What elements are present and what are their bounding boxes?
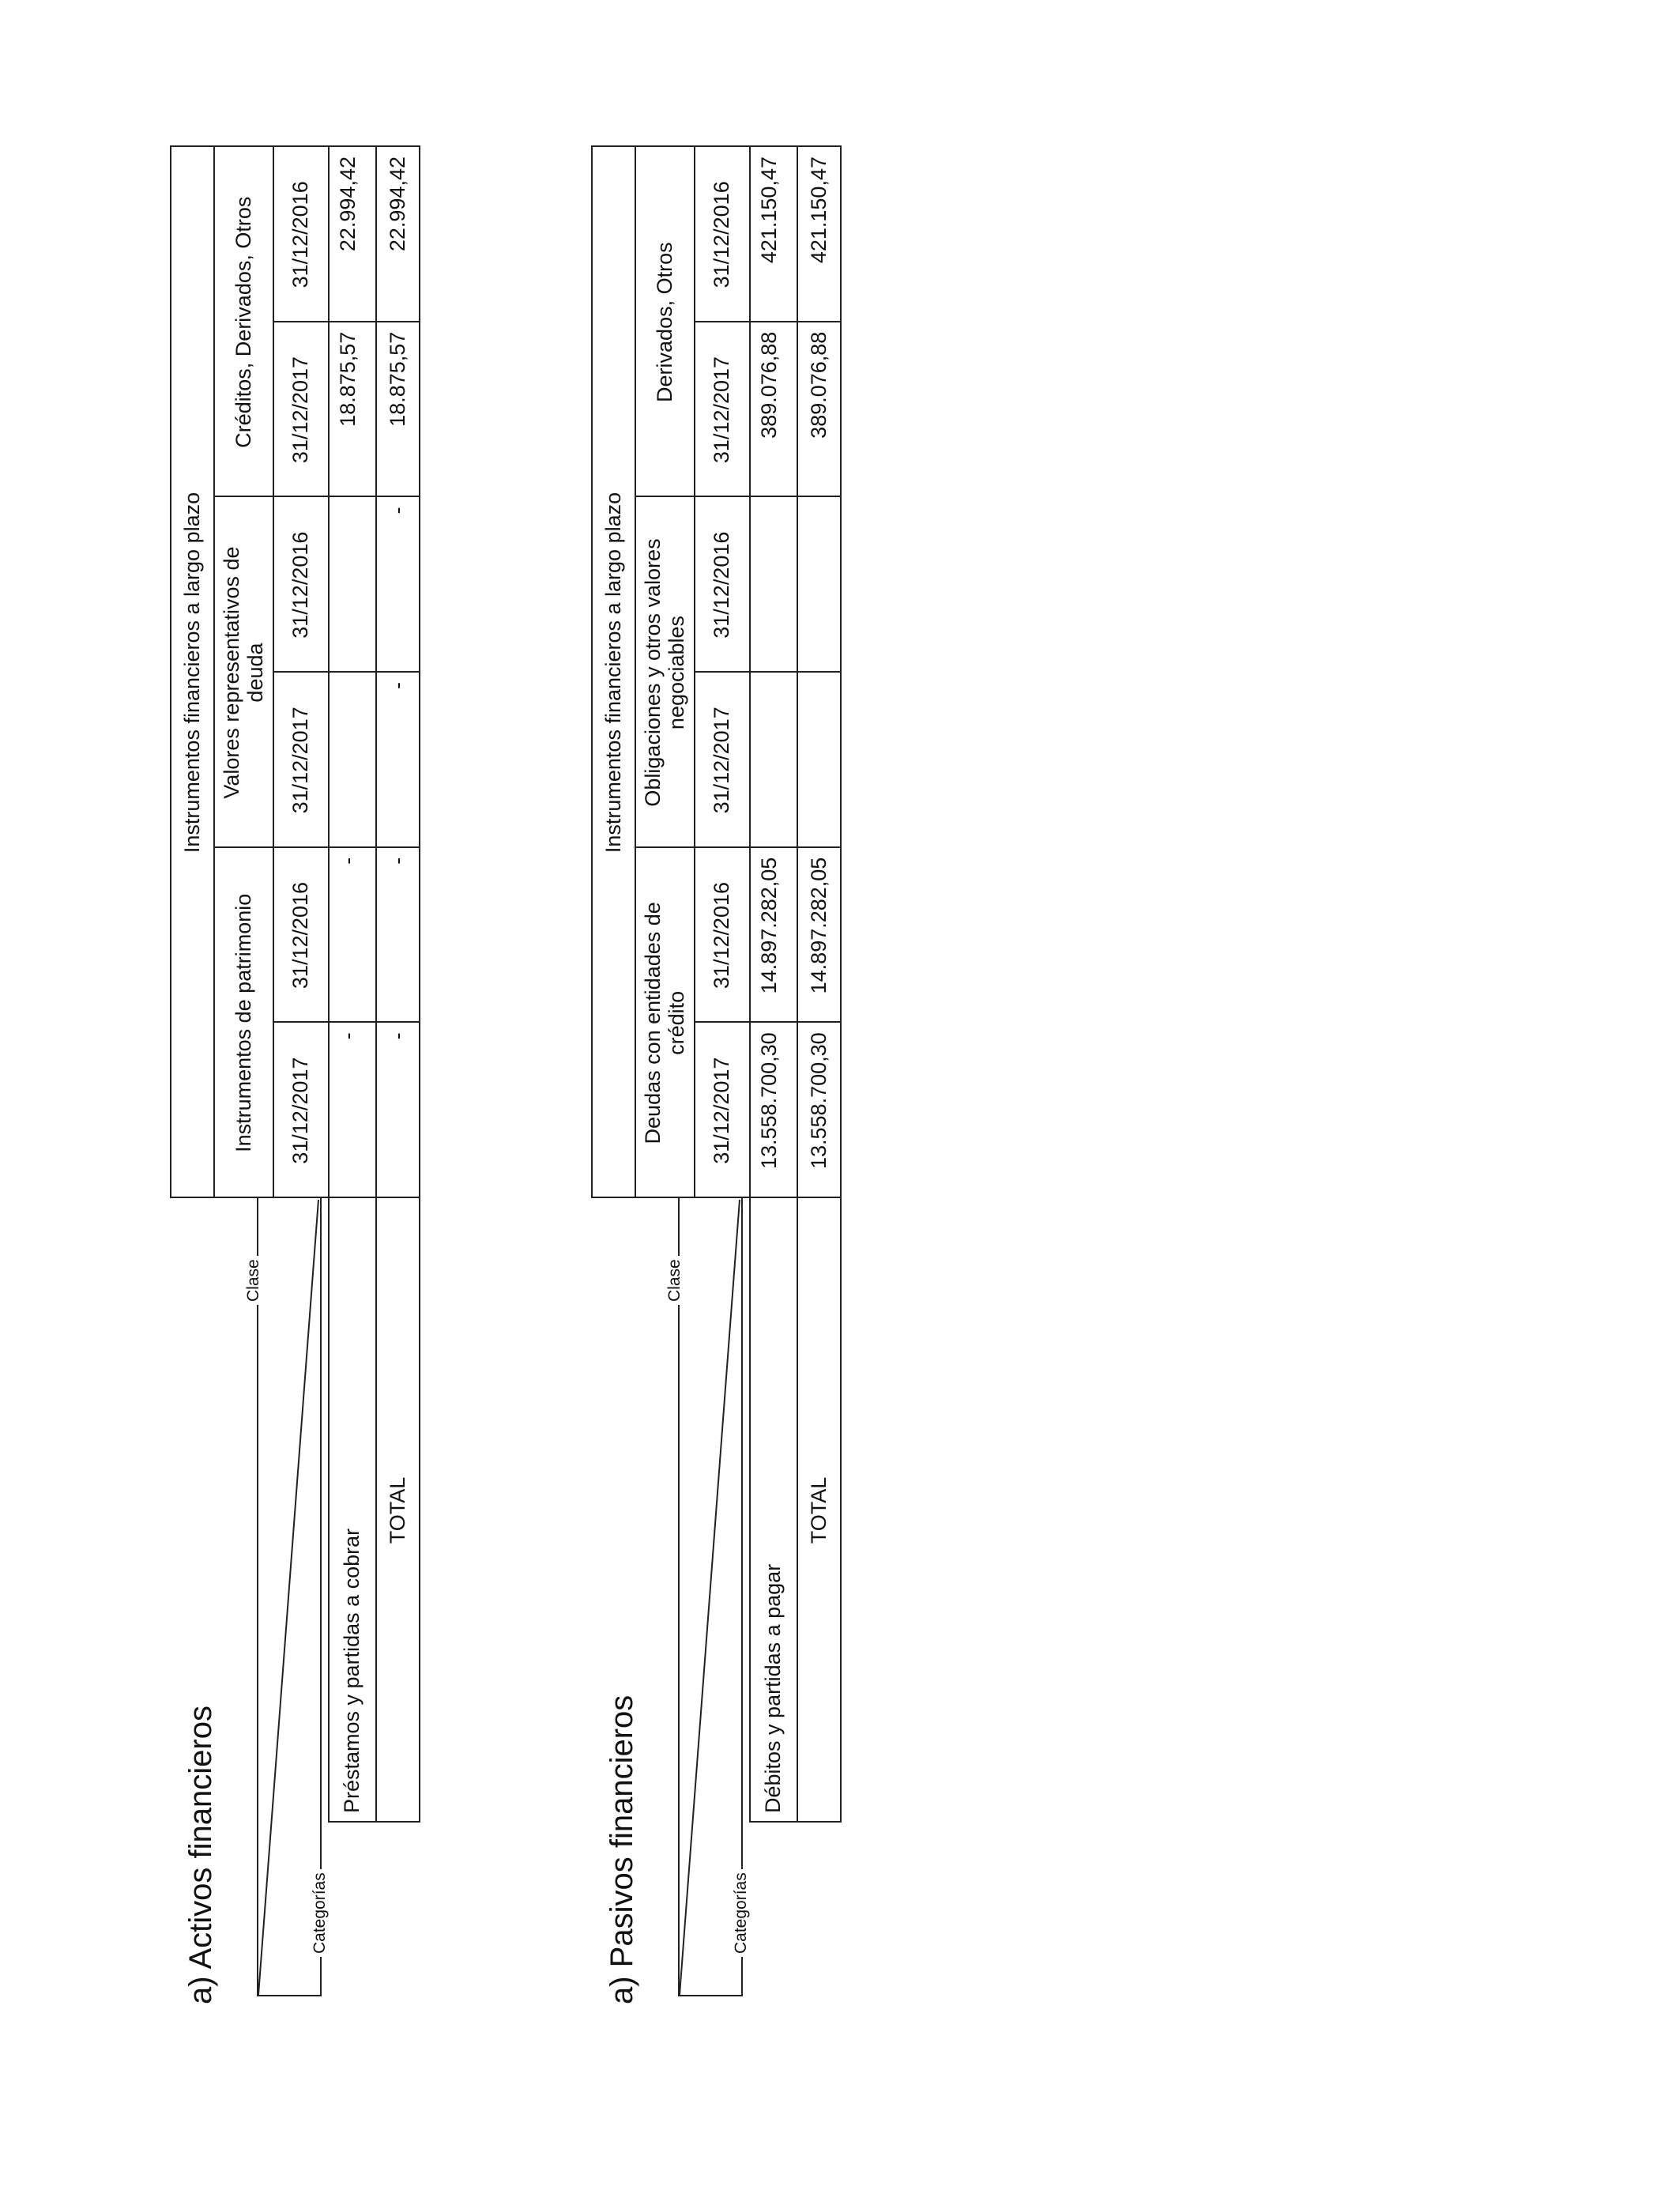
table-cell: - — [385, 857, 409, 865]
table-cell: 421.150,47 — [757, 156, 781, 264]
row-label-total: TOTAL — [806, 1476, 831, 1544]
table-cell — [328, 497, 375, 673]
table-cell — [797, 673, 840, 848]
table-rule — [840, 145, 842, 1823]
date-header: 31/12/2016 — [288, 531, 312, 639]
date-header: 31/12/2017 — [288, 707, 312, 814]
table-rule — [419, 145, 420, 1823]
table-cell: 22.994,42 — [336, 156, 360, 252]
date-header: 31/12/2016 — [288, 181, 312, 288]
table-cell — [797, 497, 840, 673]
date-header: 31/12/2017 — [710, 356, 733, 464]
col-group-1: Instrumentos de patrimonio — [231, 893, 255, 1152]
table-cell: 18.875,57 — [385, 331, 409, 427]
table-cell: - — [385, 682, 409, 690]
table-cell: - — [385, 507, 409, 515]
group-header: Instrumentos financieros a largo plazo — [601, 492, 625, 854]
col-group-3: Créditos, Derivados, Otros — [231, 196, 255, 448]
date-header: 31/12/2016 — [710, 881, 733, 990]
table-cell — [328, 673, 375, 848]
categorias-label: Categorías — [311, 1869, 330, 1957]
table-cell — [749, 673, 797, 848]
row-label: Débitos y partidas a pagar — [761, 1563, 785, 1813]
date-header: 31/12/2016 — [710, 531, 733, 639]
col-group-2: Obligaciones y otros valores negociables — [640, 538, 688, 807]
clase-label: Clase — [244, 1256, 263, 1305]
table-cell: - — [336, 1032, 360, 1040]
table-cell: 18.875,57 — [336, 331, 360, 427]
table-cell: 22.994,42 — [385, 156, 409, 252]
date-header: 31/12/2017 — [288, 1057, 312, 1164]
table-cell: 14.897.282,05 — [757, 857, 781, 994]
table-cell: 389.076,88 — [806, 331, 831, 439]
date-header: 31/12/2017 — [288, 356, 312, 464]
row-label: Préstamos y partidas a cobrar — [340, 1528, 363, 1813]
table-cell: 389.076,88 — [757, 331, 781, 439]
pasivos-title: a) Pasivos financieros — [605, 1695, 639, 2004]
date-header: 31/12/2016 — [288, 881, 312, 990]
categorias-label: Categorías — [732, 1869, 751, 1957]
col-group-2: Valores representativos de deuda — [219, 546, 267, 799]
group-header: Instrumentos financieros a largo plazo — [179, 492, 204, 854]
table-cell: - — [336, 857, 360, 865]
date-header: 31/12/2017 — [710, 707, 733, 814]
col-group-1: Deudas con entidades de crédito — [640, 902, 688, 1144]
col-group-3: Derivados, Otros — [652, 242, 676, 402]
table-cell — [749, 497, 797, 673]
table-cell: 14.897.282,05 — [806, 857, 831, 994]
clase-label: Clase — [665, 1256, 684, 1305]
row-label-total: TOTAL — [385, 1476, 409, 1544]
corner-diagonal-line — [258, 1200, 318, 1995]
table-cell: - — [385, 1032, 409, 1040]
table-cell: 421.150,47 — [806, 156, 831, 264]
date-header: 31/12/2016 — [710, 181, 733, 288]
activos-title: a) Activos financieros — [183, 1706, 218, 2004]
date-header: 31/12/2017 — [710, 1057, 733, 1164]
table-cell: 13.558.700,30 — [757, 1032, 781, 1170]
table-cell: 13.558.700,30 — [806, 1032, 831, 1170]
corner-diagonal-line — [680, 1200, 740, 1995]
